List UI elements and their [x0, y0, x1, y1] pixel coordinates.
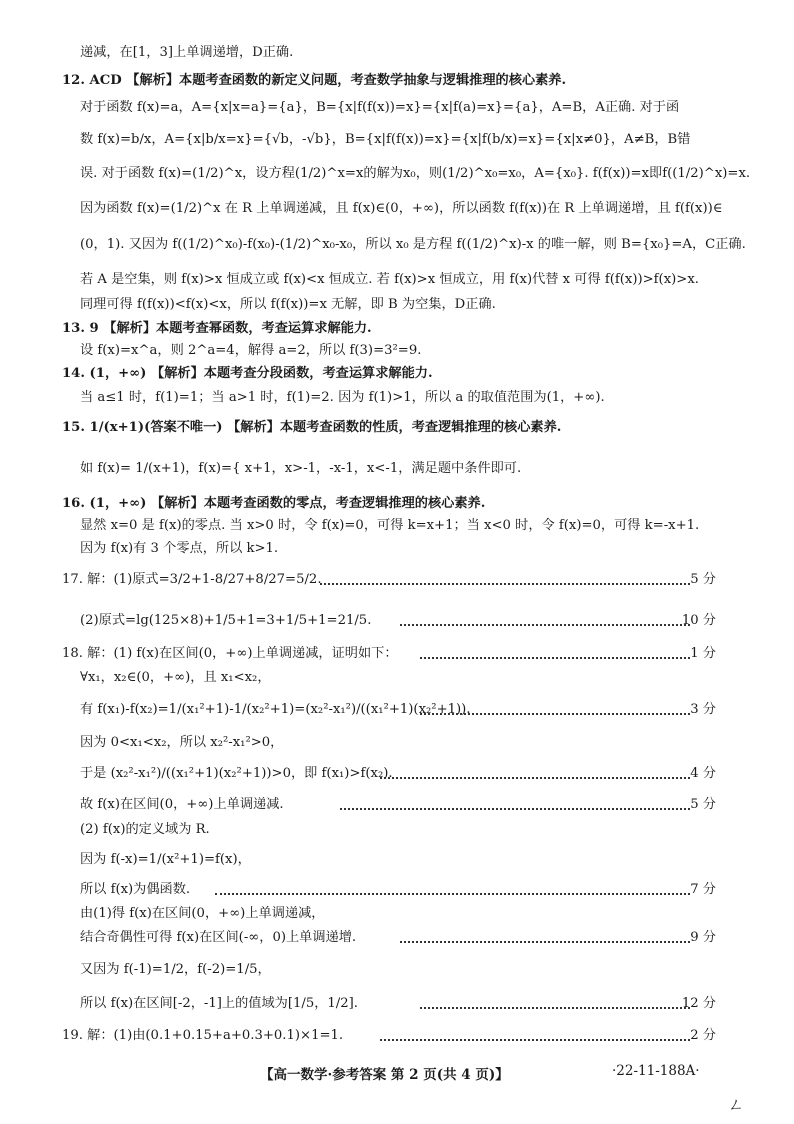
q13-header: 13. 9 【解析】本题考查幂函数，考查运算求解能力. [62, 321, 372, 336]
text-line: 因为 f(-x)=1/(x²+1)=f(x)， [80, 852, 251, 867]
corner-mark: ㄥ [728, 1095, 745, 1114]
text-line: 当 a≤1 时，f(1)=1；当 a>1 时，f(1)=2. 因为 f(1)>1，所以 a 的取值范围为(1，+∞). [80, 390, 605, 405]
q17-part2: (2)原式=lg(125×8)+1/5+1=3+1/5+1=21/5. [80, 613, 372, 628]
text-line: 于是 (x₂²-x₁²)/((x₁²+1)(x₂²+1))>0，即 f(x₁)>f(x₂). [80, 766, 393, 781]
q19-part1: 19. 解：(1)由(0.1+0.15+a+0.3+0.1)×1=1. [62, 1028, 344, 1043]
score-label: 10 分 [681, 613, 716, 628]
text-line: 有 f(x₁)-f(x₂)=1/(x₁²+1)-1/(x₂²+1)=(x₂²-x₁²)/((x₁²+1)(x₂²+1)). [80, 702, 471, 717]
leader-dots [400, 624, 690, 626]
text-line: ∀x₁，x₂∈(0，+∞)，且 x₁<x₂， [80, 670, 271, 685]
score-label: 9 分 [690, 930, 716, 945]
text-line: 又因为 f(-1)=1/2，f(-2)=1/5， [80, 962, 271, 977]
leader-dots [420, 657, 690, 659]
leader-dots [400, 941, 690, 943]
score-label: 3 分 [690, 702, 716, 717]
score-label: 5 分 [690, 572, 716, 587]
text-line: (2) f(x)的定义域为 R. [80, 822, 210, 837]
leader-dots [380, 1039, 690, 1041]
q18-part1: 18. 解：(1) f(x)在区间(0，+∞)上单调递减，证明如下： [62, 646, 398, 661]
score-label: 1 分 [690, 646, 716, 661]
text-line: 故 f(x)在区间(0，+∞)上单调递减. [80, 797, 284, 812]
score-label: 4 分 [690, 766, 716, 781]
text-line: 递减，在[1，3]上单调递增，D正确. [80, 45, 294, 60]
leader-dots [420, 1007, 690, 1009]
text-line: 所以 f(x)在区间[-2，-1]上的值域为[1/5，1/2]. [80, 996, 358, 1011]
score-label: 2 分 [690, 1028, 716, 1043]
text-line: 因为 0<x₁<x₂，所以 x₂²-x₁²>0， [80, 735, 284, 750]
score-label: 12 分 [681, 996, 716, 1011]
text-line: 如 f(x)= 1/(x+1)，f(x)={ x+1，x>-1，-x-1，x<-1，满足题中条件即可. [80, 461, 522, 476]
text-line: 数 f(x)=b/x，A={x|b/x=x}={√b，-√b}，B={x|f(f(x))=x}={x|f(b/x)=x}={x|x≠0}，A≠B，B错 [80, 132, 691, 147]
text-line: 显然 x=0 是 f(x)的零点. 当 x>0 时，令 f(x)=0，可得 k=x+1；当 x<0 时，令 f(x)=0，可得 k=-x+1. [80, 518, 700, 533]
leader-dots [380, 777, 690, 779]
footer-code: ·22-11-188A· [612, 1063, 700, 1079]
text-line: 由(1)得 f(x)在区间(0，+∞)上单调递减， [80, 906, 325, 921]
q17-part1: 17. 解：(1)原式=3/2+1-8/27+8/27=5/2. [62, 572, 322, 587]
score-label: 5 分 [690, 797, 716, 812]
q14-header: 14. (1，+∞) 【解析】本题考查分段函数，考查运算求解能力. [62, 366, 433, 381]
q16-header: 16. (1，+∞) 【解析】本题考查函数的零点，考查逻辑推理的核心素养. [62, 496, 486, 511]
footer-title: 【高一数学·参考答案 第 2 页(共 4 页)】 [260, 1067, 509, 1083]
leader-dots [420, 713, 690, 715]
q15-header: 15. 1/(x+1)(答案不唯一) 【解析】本题考查函数的性质，考查逻辑推理的核心素养. [62, 420, 562, 435]
text-line: (0，1). 又因为 f((1/2)^x₀)-f(x₀)-(1/2)^x₀-x₀，所以 x₀ 是方程 f((1/2)^x)-x 的唯一解，则 B={x₀}=A，C正确. [80, 237, 746, 252]
text-line: 因为 f(x)有 3 个零点，所以 k>1. [80, 541, 279, 556]
text-line: 结合奇偶性可得 f(x)在区间(-∞，0)上单调递增. [80, 930, 357, 945]
leader-dots [215, 893, 690, 895]
text-line: 若 A 是空集，则 f(x)>x 恒成立或 f(x)<x 恒成立. 若 f(x)>x 恒成立，用 f(x)代替 x 可得 f(f(x))>f(x)>x. [80, 272, 699, 287]
score-label: 7 分 [690, 882, 716, 897]
q12-header: 12. ACD 【解析】本题考查函数的新定义问题，考查数学抽象与逻辑推理的核心素养. [62, 73, 567, 88]
text-line: 所以 f(x)为偶函数. [80, 882, 191, 897]
text-line: 误. 对于函数 f(x)=(1/2)^x，设方程(1/2)^x=x的解为x₀，则(1/2)^x₀=x₀，A={x₀}. f(f(x))=x即f((1/2)^x)=x. [80, 166, 751, 181]
leader-dots [340, 808, 690, 810]
leader-dots [320, 583, 690, 585]
text-line: 同理可得 f(f(x))<f(x)<x，所以 f(f(x))=x 无解，即 B 为空集，D正确. [80, 297, 496, 312]
text-line: 对于函数 f(x)=a，A={x|x=a}={a}，B={x|f(f(x))=x}={x|f(a)=x}={a}，A=B，A正确. 对于函 [80, 100, 680, 115]
text-line: 设 f(x)=x^a，则 2^a=4，解得 a=2，所以 f(3)=3²=9. [80, 343, 422, 358]
text-line: 因为函数 f(x)=(1/2)^x 在 R 上单调递减，且 f(x)∈(0，+∞)，所以函数 f(f(x))在 R 上单调递增，且 f(f(x))∈ [80, 201, 723, 216]
